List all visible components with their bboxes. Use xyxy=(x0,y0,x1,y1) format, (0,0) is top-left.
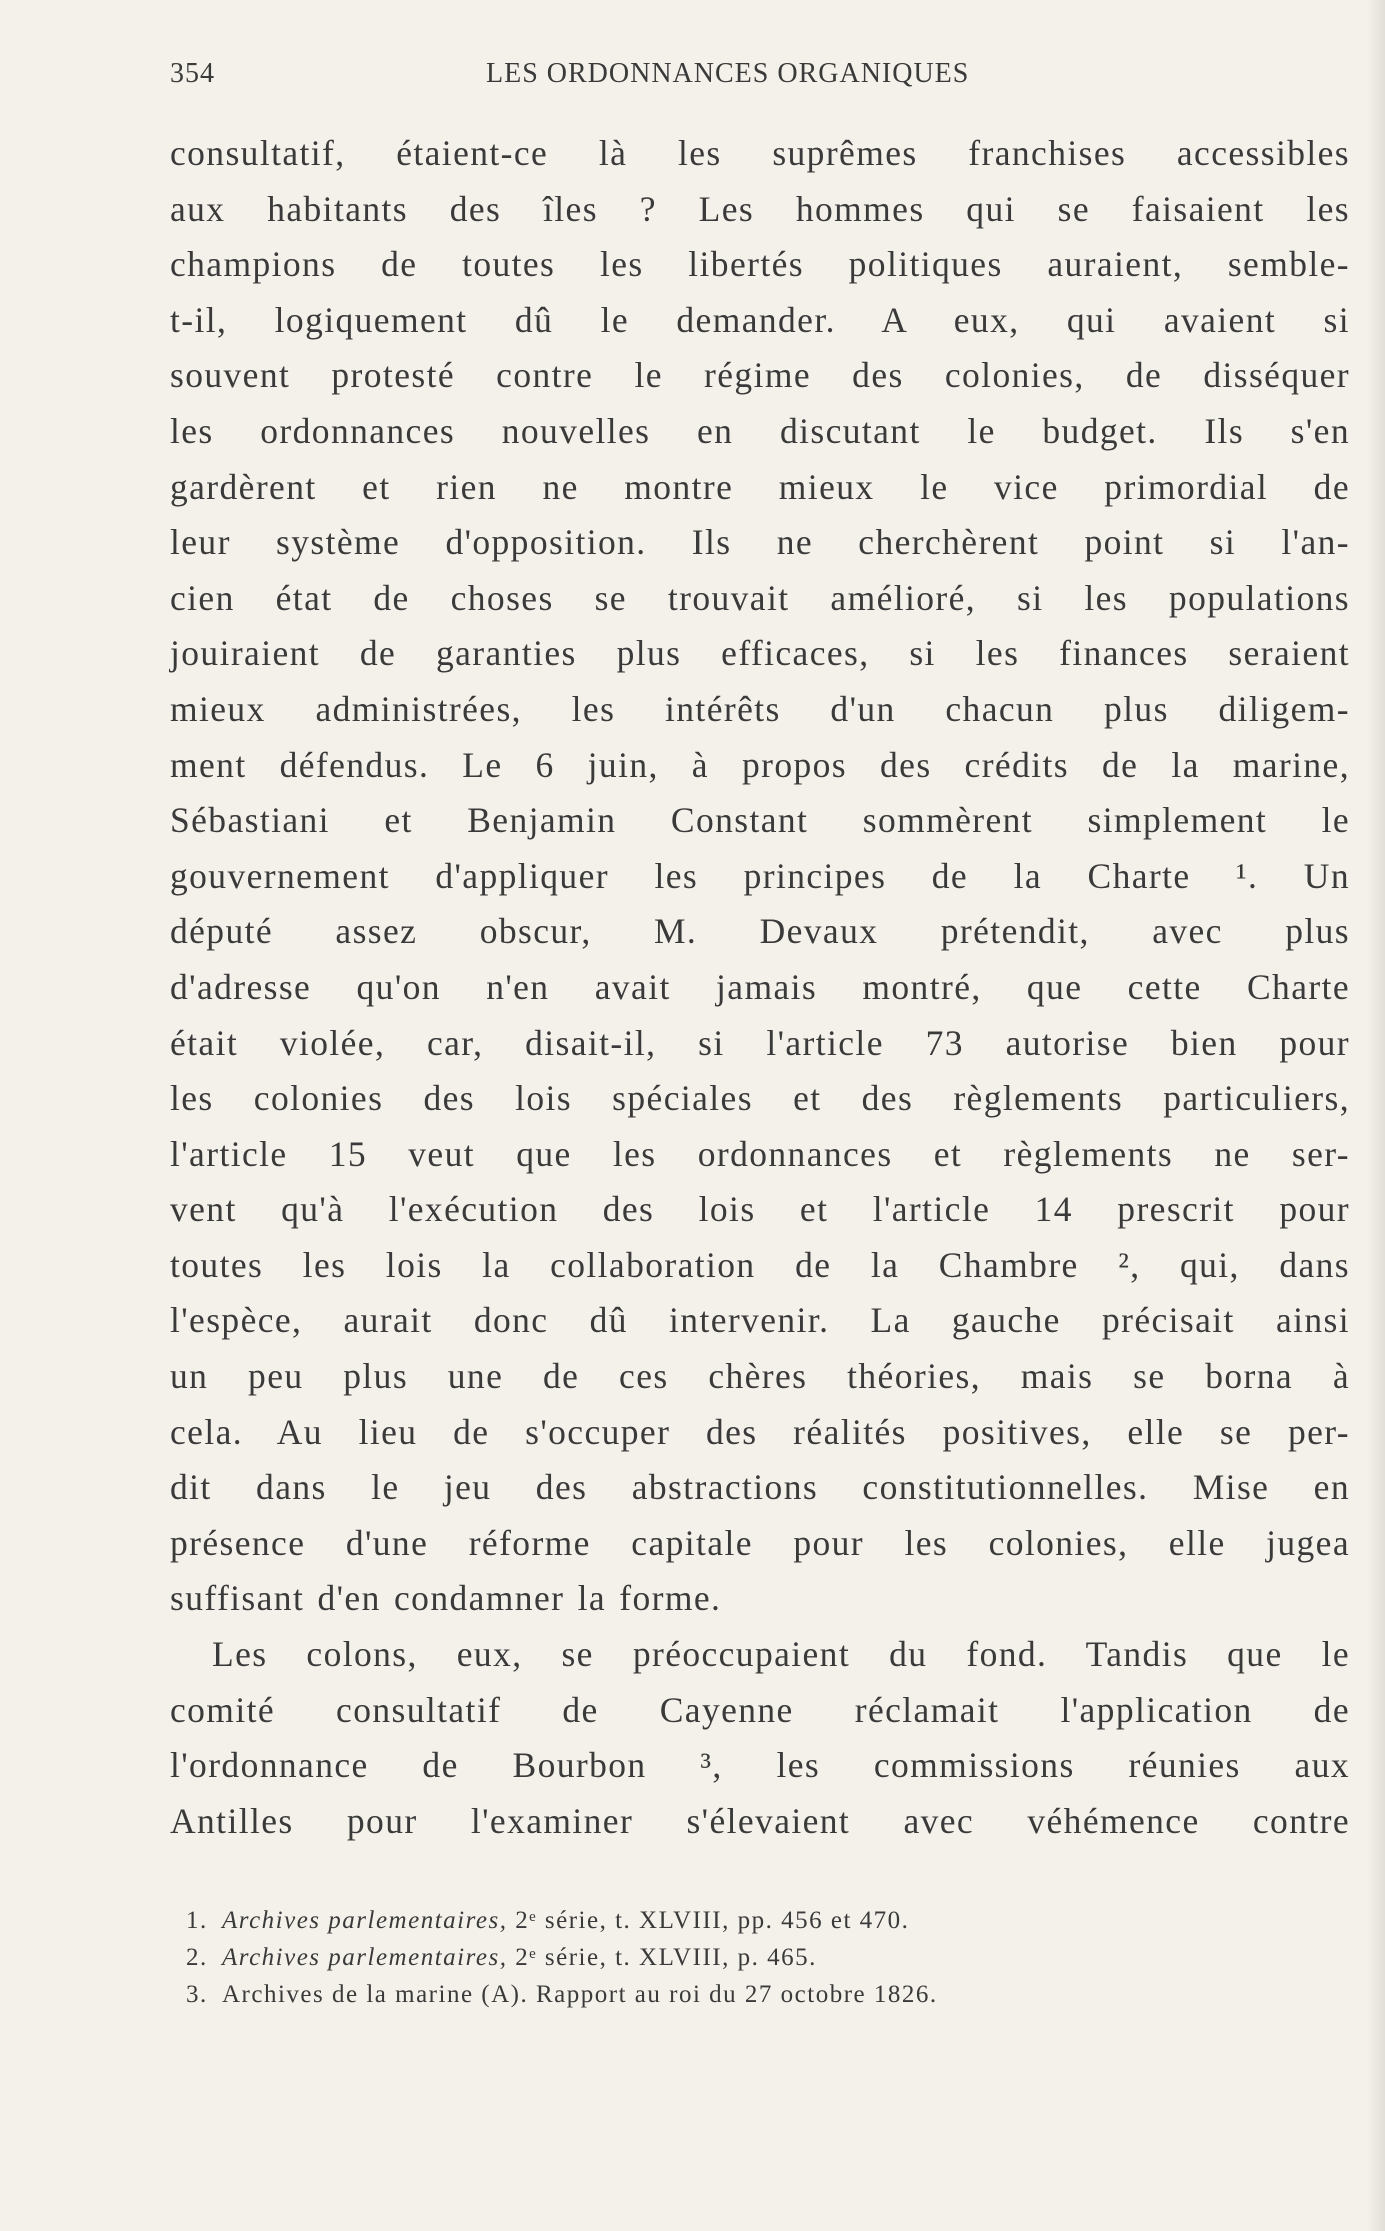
text-line: présence d'une réforme capitale pour les colonies, elle jugea xyxy=(170,1522,1350,1563)
footnote-source: Archives de la marine (A). Rapport au roi du 27 octobre 1826. xyxy=(222,1981,938,2008)
text-line: l'ordonnance de Bourbon ³, les commissions réunies aux xyxy=(170,1745,1350,1786)
text-line: les colonies des lois spéciales et des règlements particuliers, xyxy=(170,1078,1350,1119)
text-line: dit dans le jeu des abstractions constitutionnelles. Mise en xyxy=(170,1467,1350,1508)
text-line: leur système d'opposition. Ils ne cherchèrent point si l'an- xyxy=(170,522,1350,563)
text-line: comité consultatif de Cayenne réclamait l'application de xyxy=(170,1689,1350,1730)
footnote xyxy=(186,1976,1342,2013)
text-line: ment défendus. Le 6 juin, à propos des crédits de la marine, xyxy=(170,744,1350,785)
footnote-source: Archives parlementaires, xyxy=(222,1907,508,1934)
text-line: l'espèce, aurait donc dû intervenir. La gauche précisait ainsi xyxy=(170,1300,1350,1341)
text-line: Les colons, eux, se préoccupaient du fond. Tandis que le xyxy=(212,1634,1350,1675)
text-line: mieux administrées, les intérêts d'un chacun plus diligem- xyxy=(170,688,1350,729)
text-line: un peu plus une de ces chères théories, mais se borna à xyxy=(170,1356,1350,1397)
text-line: champions de toutes les libertés politiques auraient, semble- xyxy=(170,244,1350,285)
page-edge-shadow xyxy=(1367,0,1385,2231)
footnote-number: 2. xyxy=(186,1944,208,1971)
footnote-reference: 2ᵉ série, t. XLVIII, pp. 456 et 470. xyxy=(507,1907,910,1934)
body-text xyxy=(170,126,1350,1849)
footnote-number: 3. xyxy=(186,1981,208,2008)
text-line: t-il, logiquement dû le demander. A eux, qui avaient si xyxy=(170,299,1350,340)
text-line: Antilles pour l'examiner s'élevaient avec véhémence contre xyxy=(170,1800,1350,1841)
footnote-number: 1. xyxy=(186,1907,208,1934)
text-line: vent qu'à l'exécution des lois et l'article 14 prescrit pour xyxy=(170,1189,1350,1230)
text-line: Sébastiani et Benjamin Constant sommèrent simplement le xyxy=(170,800,1350,841)
page-header xyxy=(170,58,1350,98)
running-title: LES ORDONNANCES ORGANIQUES xyxy=(486,58,970,89)
text-line: cela. Au lieu de s'occuper des réalités positives, elle se per- xyxy=(170,1411,1350,1452)
text-line: consultatif, étaient-ce là les suprêmes franchises accessibles xyxy=(170,133,1350,173)
text-line: toutes les lois la collaboration de la Chambre ², qui, dans xyxy=(170,1244,1350,1285)
text-line: jouiraient de garanties plus efficaces, si les finances seraient xyxy=(170,633,1350,674)
footnote xyxy=(186,1902,1342,1939)
text-line: gouvernement d'appliquer les principes de la Charte ¹. Un xyxy=(170,855,1350,896)
footnote-source: Archives parlementaires, xyxy=(222,1944,508,1971)
footnotes xyxy=(186,1902,1342,2013)
text-line: aux habitants des îles ? Les hommes qui se faisaient les xyxy=(170,188,1350,229)
text-line: suffisant d'en condamner la forme. xyxy=(170,1578,722,1619)
page-number: 354 xyxy=(170,58,215,89)
footnote xyxy=(186,1939,1342,1976)
text-line: souvent protesté contre le régime des colonies, de disséquer xyxy=(170,355,1350,396)
text-line: les ordonnances nouvelles en discutant le budget. Ils s'en xyxy=(170,410,1350,451)
text-line: l'article 15 veut que les ordonnances et règlements ne ser- xyxy=(170,1133,1350,1174)
text-line: député assez obscur, M. Devaux prétendit, avec plus xyxy=(170,911,1350,952)
footnote-reference: 2ᵉ série, t. XLVIII, p. 465. xyxy=(507,1944,817,1971)
text-line: gardèrent et rien ne montre mieux le vice primordial de xyxy=(170,466,1350,507)
text-line: cien état de choses se trouvait amélioré, si les populations xyxy=(170,577,1350,618)
text-line: d'adresse qu'on n'en avait jamais montré, que cette Charte xyxy=(170,966,1350,1007)
text-line: était violée, car, disait-il, si l'article 73 autorise bien pour xyxy=(170,1022,1350,1063)
